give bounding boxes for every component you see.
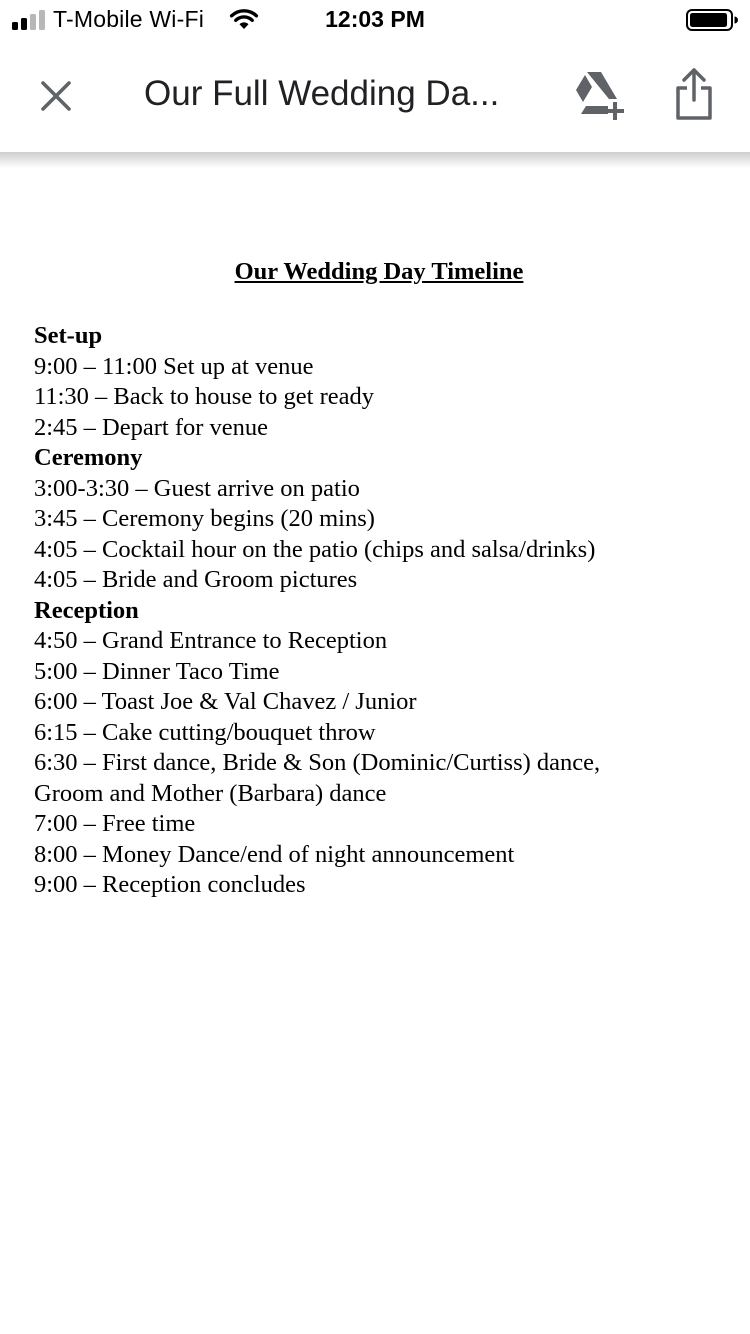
timeline-entry: 8:00 – Money Dance/end of night announcement	[34, 840, 515, 868]
timeline-entry: 9:00 – 11:00 Set up at venue	[34, 352, 314, 380]
timeline-entry: 4:50 – Grand Entrance to Reception	[34, 627, 388, 654]
document-heading: Our Wedding Day Timeline	[234, 258, 524, 285]
section-ceremony	[34, 443, 724, 596]
timeline-entry: 4:05 – Cocktail hour on the patio (chips and salsa/drinks)	[34, 535, 596, 563]
timeline-entry: 3:00-3:30 – Guest arrive on patio	[34, 474, 360, 502]
viewer-toolbar	[0, 40, 750, 152]
battery-icon	[686, 9, 738, 31]
timeline-entry: 5:00 – Dinner Taco Time	[34, 657, 280, 685]
section-title: Reception	[34, 596, 139, 624]
timeline-entry: 11:30 – Back to house to get ready	[34, 383, 374, 410]
timeline-entry: 6:00 – Toast Joe & Val Chavez / Junior	[34, 688, 417, 715]
timeline-entry: 2:45 – Depart for venue	[34, 413, 269, 441]
section-reception	[34, 596, 724, 901]
document-title: Our Full Wedding Da...	[144, 74, 500, 113]
section-title: Set-up	[34, 322, 103, 349]
timeline-entry: 7:00 – Free time	[34, 810, 196, 837]
status-bar	[0, 0, 750, 40]
close-icon[interactable]	[32, 72, 80, 120]
timeline-entry: 4:05 – Bride and Groom pictures	[34, 566, 358, 593]
clock: 12:03 PM	[325, 6, 425, 32]
document-page	[34, 256, 724, 901]
section-setup	[34, 321, 724, 443]
share-icon[interactable]	[670, 66, 718, 124]
timeline-entry: 3:45 – Ceremony begins (20 mins)	[34, 505, 375, 532]
section-title: Ceremony	[34, 444, 143, 471]
drive-add-icon[interactable]	[572, 70, 626, 120]
timeline-entry: 6:15 – Cake cutting/bouquet throw	[34, 718, 376, 746]
timeline-entry: 9:00 – Reception concludes	[34, 871, 306, 898]
carrier-name: T-Mobile Wi-Fi	[53, 6, 205, 32]
timeline-entry: 6:30 – First dance, Bride & Son (Dominic/Curtiss) dance, Groom and Mother (Barbara) dance	[34, 749, 607, 807]
toolbar-shadow	[0, 150, 750, 168]
battery-level	[690, 13, 727, 27]
